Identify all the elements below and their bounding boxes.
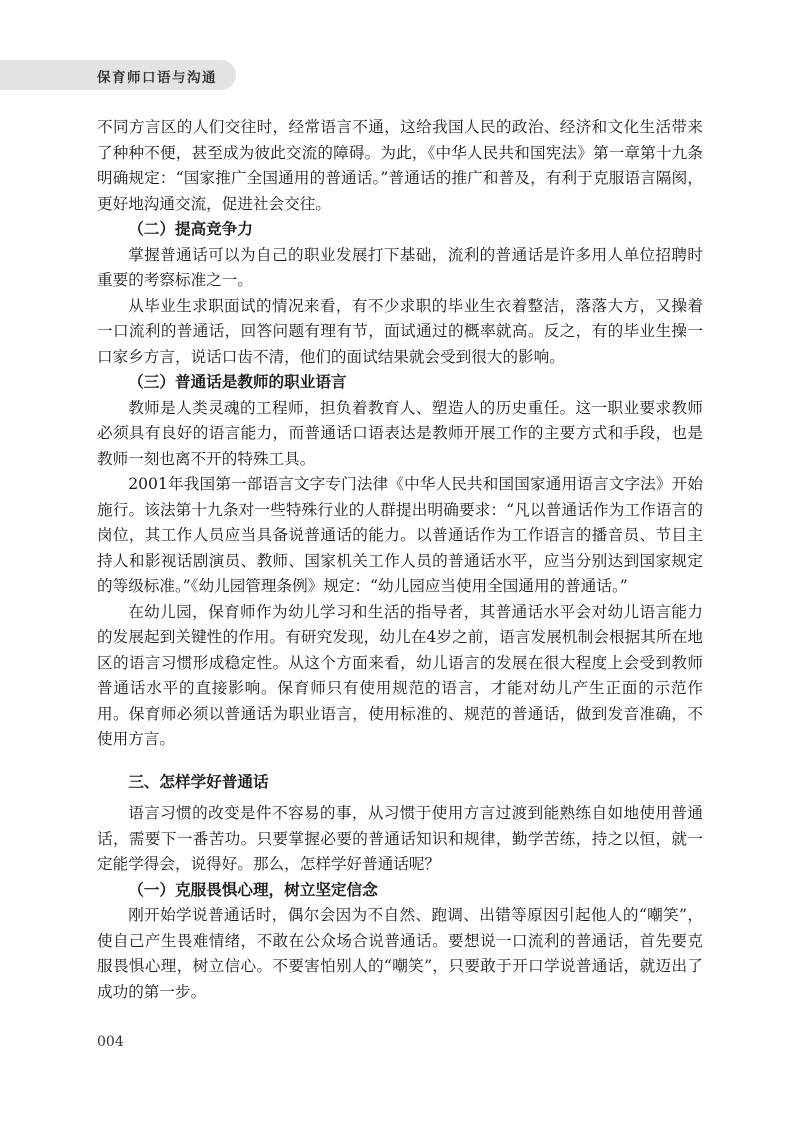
paragraph: 在幼儿园，保育师作为幼儿学习和生活的指导者，其普通话水平会对幼儿语言能力的发展起到关键性的作用。有研究发现，幼儿在4岁之前，语言发展机制会根据其所在地区的语言习惯形成稳定性。从这个方面来看，幼儿语言的发展在很大程度上会受到教师普通话水平的直接影响。保育师只有使用规范的语言，才能对幼儿产生正面的示范作用。保育师必须以普通话为职业语言，使用标准的、规范的普通话，做到发音准确，不使用方言。	[97, 602, 703, 748]
page-body	[97, 115, 703, 1005]
paragraph: 刚开始学说普通话时，偶尔会因为不自然、跑调、出错等原因引起他人的“嘲笑”，使自己产生畏难情绪，不敢在公众场合说普通话。要想说一口流利的普通话，首先要克服畏惧心理，树立信心。不要害怕别人的“嘲笑”，只要敢于开口学说普通话，就迈出了成功的第一步。	[97, 906, 703, 1001]
paragraph-continuation: 不同方言区的人们交往时，经常语言不通，这给我国人民的政治、经济和文化生活带来了种种不便，甚至成为彼此交流的障碍。为此，《中华人民共和国宪法》第一章第十九条明确规定：“国家推广全国通用的普通话。”普通话的推广和普及，有利于克服语言隔阂，更好地沟通交流，促进社会交往。	[97, 118, 703, 213]
paragraph: 教师是人类灵魂的工程师，担负着教育人、塑造人的历史重任。这一职业要求教师必须具有良好的语言能力，而普通话口语表达是教师开展工作的主要方式和手段，也是教师一刻也离不开的特殊工具。	[97, 398, 703, 468]
paragraph: 2001年我国第一部语言文字专门法律《中华人民共和国国家通用语言文字法》开始施行。该法第十九条对一些特殊行业的人群提出明确要求：“凡以普通话作为工作语言的岗位，其工作人员应当具备说普通话的能力。以普通话作为工作语言的播音员、节目主持人和影视话剧演员、教师、国家机关工作人员的普通话水平，应当分别达到国家规定的等级标准。”《幼儿园管理条例》规定：“幼儿园应当使用全国通用的普通话。”	[97, 475, 703, 595]
paragraph: 掌握普通话可以为自己的职业发展打下基础，流利的普通话是许多用人单位招聘时重要的考察标准之一。	[97, 245, 703, 289]
running-header-title: 保育师口语与沟通	[97, 70, 217, 86]
subheading-overcome-fear: （一）克服畏惧心理，树立坚定信念	[128, 880, 378, 899]
subheading-teacher-language: （三）普通话是教师的职业语言	[128, 373, 347, 391]
paragraph: 语言习惯的改变是件不容易的事，从习惯于使用方言过渡到能熟练自如地使用普通话，需要下一番苦功。只要掌握必要的普通话知识和规律，勤学苦练，持之以恒，就一定能学得会，说得好。那么，怎样学好普通话呢？	[97, 804, 703, 873]
section-heading-how-to-learn: 三、怎样学好普通话	[128, 772, 269, 791]
paragraph: 从毕业生求职面试的情况来看，有不少求职的毕业生衣着整洁，落落大方，又操着一口流利的普通话，回答问题有理有节，面试通过的概率就高。反之，有的毕业生操一口家乡方言，说话口齿不清，他们的面试结果就会受到很大的影响。	[97, 296, 703, 366]
subheading-competitiveness: （二）提高竞争力	[128, 220, 253, 238]
page-number: 004	[97, 1034, 124, 1050]
